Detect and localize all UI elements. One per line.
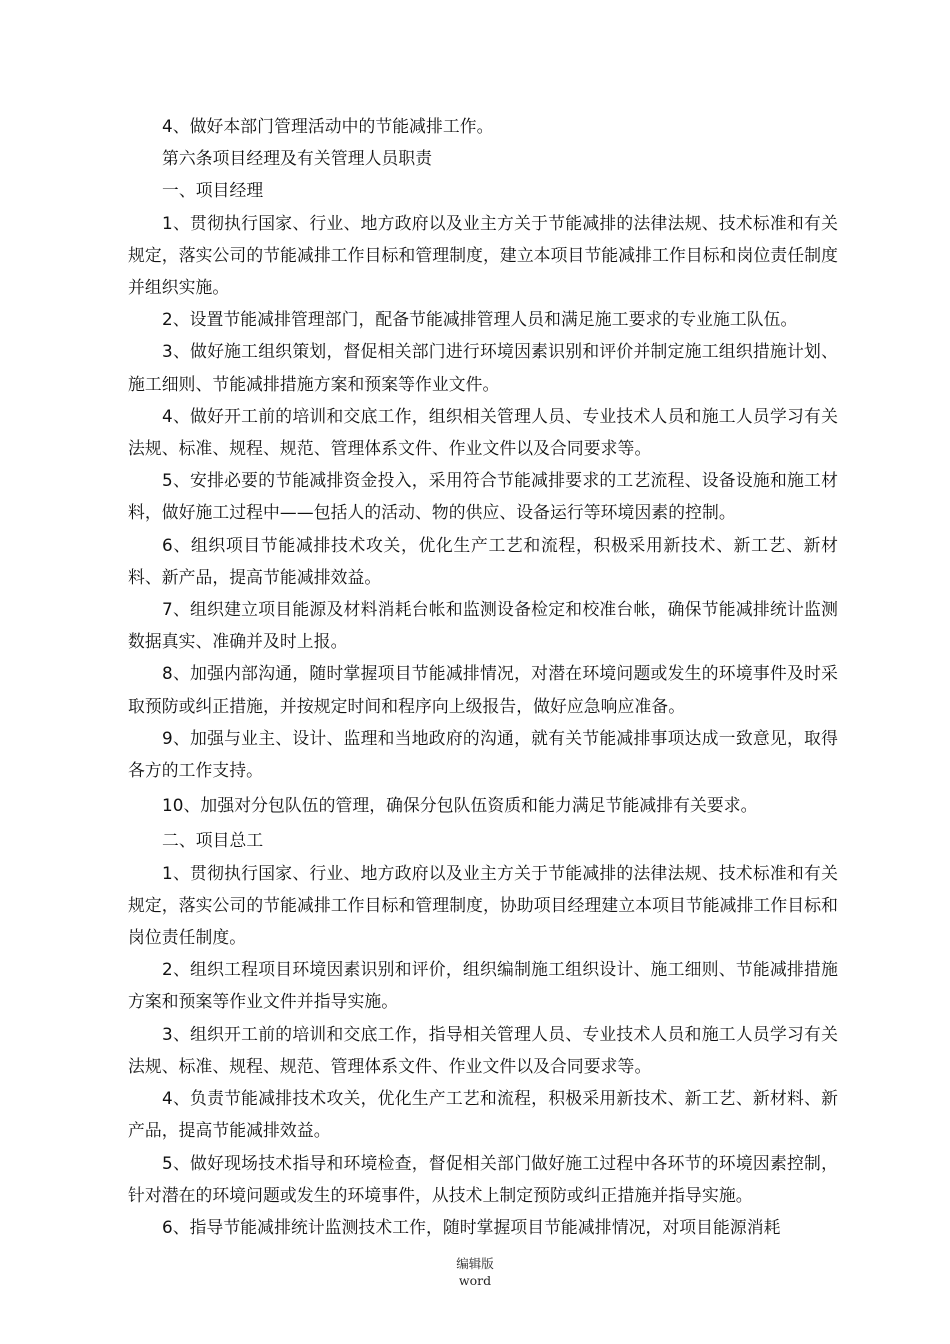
- paragraph: 10、加强对分包队伍的管理，确保分包队伍资质和能力满足节能减排有关要求。: [162, 795, 758, 816]
- paragraph: 5、做好现场技术指导和环境检查，督促相关部门做好施工过程中各环节的环境因素控制，针对潜在的环境问题或发生的环境事件，从技术上制定预防或纠正措施并指导实施。: [128, 1152, 838, 1205]
- subsection-heading: 二、项目总工: [162, 830, 264, 851]
- paragraph: 1、贯彻执行国家、行业、地方政府以及业主方关于节能减排的法律法规、技术标准和有关规定，落实公司的节能减排工作目标和管理制度，协助项目经理建立本项目节能减排工作目标和岗位责任制度。: [128, 862, 838, 948]
- paragraph: 9、加强与业主、设计、监理和当地政府的沟通，就有关节能减排事项达成一致意见，取得各方的工作支持。: [128, 727, 838, 781]
- paragraph: 4、做好本部门管理活动中的节能减排工作。: [162, 116, 494, 136]
- paragraph: 2、组织工程项目环境因素识别和评价，组织编制施工组织设计、施工细则、节能减排措施方案和预案等作业文件并指导实施。: [128, 959, 838, 1012]
- document-body: [128, 110, 838, 1243]
- paragraph: 6、指导节能减排统计监测技术工作，随时掌握项目节能减排情况，对项目能源消耗: [162, 1216, 781, 1237]
- paragraph: 3、做好施工组织策划，督促相关部门进行环境因素识别和评价并制定施工组织措施计划、施工细则、节能减排措施方案和预案等作业文件。: [128, 341, 838, 394]
- section-heading: 第六条项目经理及有关管理人员职责: [162, 148, 433, 169]
- paragraph: 1、贯彻执行国家、行业、地方政府以及业主方关于节能减排的法律法规、技术标准和有关规定，落实公司的节能减排工作目标和管理制度，建立本项目节能减排工作目标和岗位责任制度并组织实施。: [128, 212, 838, 298]
- paragraph: 7、组织建立项目能源及材料消耗台帐和监测设备检定和校准台帐，确保节能减排统计监测数据真实、准确并及时上报。: [128, 599, 838, 652]
- paragraph: 5、安排必要的节能减排资金投入，采用符合节能减排要求的工艺流程、设备设施和施工材料，做好施工过程中——包括人的活动、物的供应、设备运行等环境因素的控制。: [128, 470, 838, 523]
- paragraph: 6、组织项目节能减排技术攻关，优化生产工艺和流程，积极采用新技术、新工艺、新材料、新产品，提高节能减排效益。: [128, 534, 838, 587]
- paragraph: 4、负责节能减排技术攻关，优化生产工艺和流程，积极采用新技术、新工艺、新材料、新产品，提高节能减排效益。: [128, 1088, 838, 1141]
- subsection-heading: 一、项目经理: [162, 180, 264, 201]
- paragraph: 3、组织开工前的培训和交底工作，指导相关管理人员、专业技术人员和施工人员学习有关法规、标准、规程、规范、管理体系文件、作业文件以及合同要求等。: [128, 1023, 838, 1076]
- paragraph: 4、做好开工前的培训和交底工作，组织相关管理人员、专业技术人员和施工人员学习有关法规、标准、规程、规范、管理体系文件、作业文件以及合同要求等。: [128, 405, 838, 459]
- footer-label: 编辑版: [456, 1256, 494, 1271]
- footer-sublabel: word: [458, 1273, 492, 1288]
- paragraph: 8、加强内部沟通，随时掌握项目节能减排情况，对潜在环境问题或发生的环境事件及时采取预防或纠正措施，并按规定时间和程序向上级报告，做好应急响应准备。: [128, 663, 838, 716]
- paragraph: 2、设置节能减排管理部门，配备节能减排管理人员和满足施工要求的专业施工队伍。: [162, 309, 798, 330]
